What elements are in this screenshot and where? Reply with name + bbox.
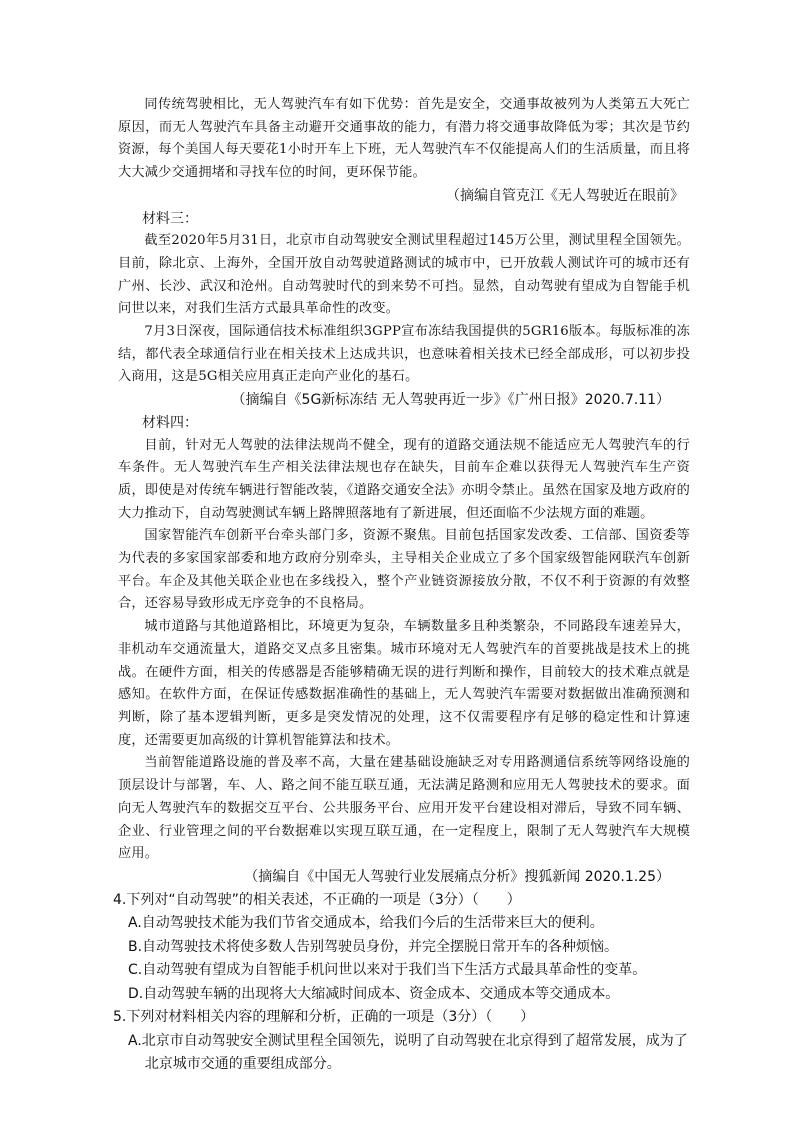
question-4-stem: 4.下列对“自动驾驶”的相关表述，不正确的一项是（3分）（ ） (113, 891, 521, 908)
question-5-stem: 5.下列对材料相关内容的理解和分析，正确的一项是（3分）（ ） (113, 1009, 535, 1026)
question-4-option-d: D.自动驾驶车辆的出现将大大缩减时间成本、资金成本、交通成本等交通成本。 (128, 985, 620, 1002)
material-3-paragraph: 7月3日深夜，国际通信技术标准组织3GPP宣布冻结我国提供的5GR16版本。每版标准的冻结，都代表全球通信行业在相关技术上达成共识，也意味着相关技术已经全部成形，可以初步投入商用，这是5G相关应用真正走向产业化的基石。 (118, 324, 690, 385)
material-4-heading: 材料四： (142, 414, 198, 431)
question-4-option-c: C.自动驾驶有望成为自智能手机问世以来对于我们当下生活方式最具革命性的变革。 (128, 962, 647, 979)
question-4-option-b: B.自动驾驶技术将使多数人告别驾驶员身份，并完全摆脱日常开车的各种烦恼。 (128, 938, 619, 955)
material-3-heading: 材料三： (142, 210, 198, 227)
material-2-paragraph: 同传统驾驶相比，无人驾驶汽车有如下优势：首先是安全，交通事故被列为人类第五大死亡原因，而无人驾驶汽车具备主动避开交通事故的能力，有潜力将交通事故降低为零；其次是节约资源，每个美国人每天要花1小时开车上下班，无人驾驶汽车不仅能提高人们的生活质量，而且将大大减少交通拥堵和寻找车位的时间，更环保节能。 (118, 97, 690, 181)
material-4-paragraph: 目前，针对无人驾驶的法律法规尚不健全，现有的道路交通法规不能适应无人驾驶汽车的行车条件。无人驾驶汽车生产相关法律法规也存在缺失，目前车企难以获得无人驾驶汽车生产资质，即使是对传统车辆进行智能改装，《道路交通安全法》亦明令禁止。虽然在国家及地方政府的大力推动下，自动驾驶测试车辆上路牌照落地有了新进展，但还面临不少法规方面的难题。 (118, 437, 690, 521)
document-body (113, 94, 690, 1077)
material-3-paragraph: 截至2020年5月31日，北京市自动驾驶安全测试里程超过145万公里，测试里程全国领先。目前，除北京、上海外，全国开放自动驾驶道路测试的城市中，已开放载人测试许可的城市还有广州、长沙、武汉和沧州。自动驾驶时代的到来势不可挡。显然，自动驾驶有望成为自智能手机问世以来，对我们生活方式最具革命性的改变。 (118, 233, 690, 317)
material-4-paragraph: 当前智能道路设施的普及率不高，大量在建基础设施缺乏对专用路测通信系统等网络设施的顶层设计与部署，车、人、路之间不能互联互通，无法满足路测和应用无人驾驶技术的要求。面向无人驾驶汽车的数据交互平台、公共服务平台、应用开发平台建设相对滞后，导致不同车辆、企业、行业管理之间的平台数据难以实现互联互通，在一定程度上，限制了无人驾驶汽车大规模应用。 (118, 755, 690, 862)
source-citation-4: （摘编自《中国无人驾驶行业发展痛点分析》搜狐新闻 2020.1.25） (244, 868, 670, 885)
material-4-paragraph: 国家智能汽车创新平台牵头部门多，资源不聚焦。目前包括国家发改委、工信部、国资委等为代表的多家国家部委和地方政府分别牵头，主导相关企业成立了多个国家级智能网联汽车创新平台。车企及其他关联企业也在多线投入，整个产业链资源接放分散，不仅不利于资源的有效整合，还容易导致形成无序竞争的不良格局。 (118, 528, 690, 612)
material-4-paragraph: 城市道路与其他道路相比，环境更为复杂，车辆数量多且种类繁杂，不同路段车速差异大，非机动车交通流量大，道路交叉点多且密集。城市环境对无人驾驶汽车的首要挑战是技术上的挑战。在硬件方面，相关的传感器是否能够精确无误的进行判断和操作，目前较大的技术难点就是感知。在软件方面，在保证传感数据准确性的基础上，无人驾驶汽车需要对数据做出准确预测和判断，除了基本逻辑判断，更多是突发情况的处理，这不仅需要程序有足够的稳定性和计算速度，还需要更加高级的计算机智能算法和技术。 (118, 619, 690, 748)
source-citation-2: （摘编自管克江《无人驾驶近在眼前》 (446, 187, 684, 204)
source-citation-3: （摘编自《5G新标冻结 无人驾驶再近一步》《广州日报》2020.7.11） (231, 392, 670, 409)
question-4-option-a: A.自动驾驶技术能为我们节省交通成本，给我们今后的生活带来巨大的便利。 (128, 915, 604, 932)
question-5-option-a: A.北京市自动驾驶安全测试里程全国领先，说明了自动驾驶在北京得到了超常发展，成为了北京城市交通的重要组成部分。 (128, 1032, 688, 1073)
